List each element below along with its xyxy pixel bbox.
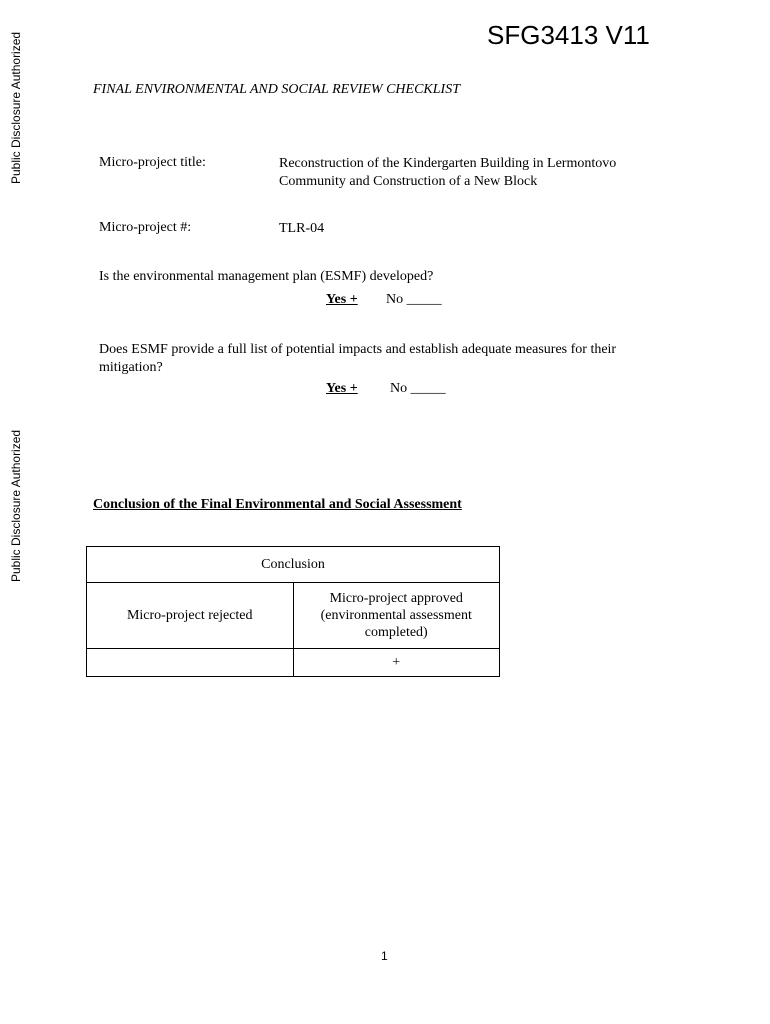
- page-number: 1: [381, 949, 388, 963]
- disclosure-watermark: Public Disclosure Authorized: [9, 31, 23, 184]
- micro-project-title-value: [279, 155, 699, 191]
- title-value-line: Community and Construction of a New Block: [279, 174, 538, 189]
- conclusion-table-header: Conclusion: [87, 547, 500, 583]
- answer-no: No _____: [390, 381, 446, 396]
- conclusion-table: [86, 546, 500, 677]
- question-esmf-developed: Is the environmental management plan (ESMF) developed?: [99, 269, 434, 284]
- approved-mark: +: [293, 649, 500, 677]
- question-esmf-impacts: [99, 341, 689, 377]
- question-line: Does ESMF provide a full list of potential impacts and establish adequate measures for their: [99, 342, 617, 357]
- disclosure-watermark: Public Disclosure Authorized: [9, 429, 23, 582]
- rejected-mark: [87, 649, 294, 677]
- micro-project-number-label: Micro-project #:: [99, 220, 192, 235]
- micro-project-title-label: Micro-project title:: [99, 155, 206, 170]
- conclusion-heading: Conclusion of the Final Environmental and Social Assessment: [93, 497, 462, 512]
- rejected-option: Micro-project rejected: [87, 583, 294, 649]
- approved-option: [293, 583, 500, 649]
- title-value-line: Reconstruction of the Kindergarten Building in Lermontovo: [279, 156, 617, 171]
- micro-project-number-value: TLR-04: [279, 221, 325, 236]
- approved-line: completed): [364, 625, 428, 640]
- answer-yes: Yes +: [326, 292, 358, 307]
- document-title: FINAL ENVIRONMENTAL AND SOCIAL REVIEW CHECKLIST: [93, 82, 461, 97]
- answer-yes: Yes +: [326, 381, 358, 396]
- document-code: SFG3413 V11: [487, 20, 650, 50]
- answer-no: No _____: [386, 292, 442, 307]
- approved-line: (environmental assessment: [320, 608, 472, 623]
- question-line: mitigation?: [99, 360, 163, 375]
- approved-line: Micro-project approved: [329, 591, 463, 606]
